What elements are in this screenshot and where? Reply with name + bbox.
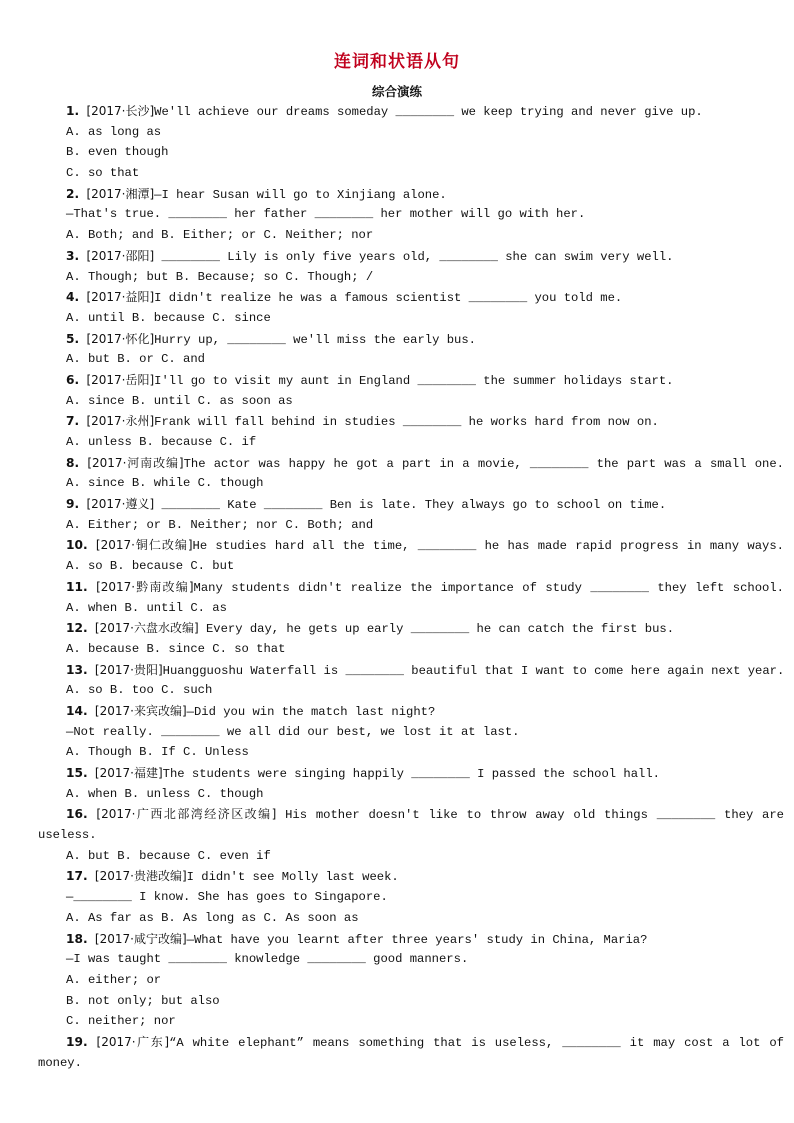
question-text: “A white elephant” means something that is useless, ________ it may cost a lot of <box>169 1035 784 1050</box>
option-text: A. but B. or C. and <box>66 352 205 367</box>
question-source: [2017·六盘水改编] <box>94 621 199 636</box>
question-number: 17. <box>66 869 88 884</box>
option-text: B. not only; but also <box>66 993 220 1008</box>
question-line <box>0 370 794 391</box>
question-number: 18. <box>66 931 88 946</box>
question-line <box>0 866 794 887</box>
option-line <box>0 949 794 970</box>
option-text: A. as long as <box>66 124 162 139</box>
question-text: I didn't realize he was a famous scientist ________ you told me. <box>154 291 623 306</box>
question-text: Many students didn't realize the importance of study ________ they left school. <box>193 580 784 595</box>
question-text: He studies hard all the time, ________ he has made rapid progress in many ways. <box>192 539 784 554</box>
option-text: C. so that <box>66 166 140 181</box>
question-number: 10. <box>66 538 88 553</box>
option-line <box>0 825 794 846</box>
question-number: 5. <box>66 331 80 346</box>
option-text: A. unless B. because C. if <box>66 435 257 449</box>
option-text: A. Both; and B. Either; or C. Neither; nor <box>66 228 374 243</box>
option-text: useless. <box>38 828 97 843</box>
question-source: [2017·福建] <box>94 766 163 780</box>
question-number: 2. <box>66 186 80 201</box>
question-text: —I hear Susan will go to Xinjiang alone. <box>154 187 447 202</box>
question-source: [2017·永州] <box>86 414 155 429</box>
option-text: A. so B. because C. but <box>66 559 235 574</box>
option-line <box>0 742 794 763</box>
question-source: [2017·黔南改编] <box>96 579 194 594</box>
question-text: —What have you learnt after three years' study in China, Maria? <box>186 932 648 947</box>
question-number: 12. <box>66 621 88 636</box>
question-line <box>0 329 794 350</box>
option-text: —I was taught ________ knowledge ________ good manners. <box>66 952 469 967</box>
question-source: [2017·广东] <box>96 1034 170 1049</box>
option-line <box>0 1053 794 1074</box>
question-source: [2017·怀化] <box>86 331 155 346</box>
question-line <box>0 929 794 950</box>
option-line <box>0 515 794 536</box>
option-line <box>0 122 794 143</box>
exercise-list <box>0 101 794 1073</box>
question-number: 13. <box>66 662 88 677</box>
question-source: [2017·贵港改编] <box>94 869 187 884</box>
question-line <box>0 184 794 205</box>
question-number: 1. <box>66 104 80 118</box>
question-number: 6. <box>66 372 80 387</box>
question-text: Frank will fall behind in studies ________ he works hard from now on. <box>154 415 659 430</box>
question-source: [2017·岳阳] <box>86 372 155 387</box>
question-line <box>0 804 784 825</box>
option-line <box>0 680 794 701</box>
question-source: [2017·邵阳] <box>86 248 155 263</box>
option-line <box>0 784 794 805</box>
option-line <box>0 970 794 991</box>
question-line <box>0 287 794 308</box>
question-source: [2017·来宾改编] <box>94 703 187 718</box>
question-source: [2017·广西北部湾经济区改编] <box>96 807 277 822</box>
option-line <box>0 887 794 908</box>
question-source: [2017·遵义] <box>86 497 155 512</box>
question-line <box>0 1032 784 1053</box>
option-line <box>0 473 794 494</box>
question-line <box>0 701 794 722</box>
option-line <box>0 556 794 577</box>
question-line <box>0 660 784 681</box>
question-source: [2017·益阳] <box>86 290 155 305</box>
question-text: His mother doesn't like to throw away old things ________ they are <box>276 808 784 823</box>
option-text: A. when B. until C. as <box>66 600 227 615</box>
option-text: A. so B. too C. such <box>66 683 213 698</box>
question-number: 7. <box>66 414 80 429</box>
option-line <box>0 308 794 329</box>
option-text: C. neither; nor <box>66 1014 176 1029</box>
question-text: Hurry up, ________ we'll miss the early bus. <box>154 332 476 347</box>
question-text: Huangguoshu Waterfall is ________ beautiful that I want to come here again next year. <box>162 663 785 678</box>
question-number: 16. <box>66 807 88 822</box>
question-text: ________ Kate ________ Ben is late. They always go to school on time. <box>154 498 667 513</box>
option-line <box>0 267 794 288</box>
option-line <box>0 163 794 184</box>
question-text: We'll achieve our dreams someday ________ we keep trying and never give up. <box>154 105 703 119</box>
option-text: A. Either; or B. Neither; nor C. Both; and <box>66 517 374 532</box>
option-line <box>0 204 794 225</box>
question-line <box>0 101 794 122</box>
question-number: 19. <box>66 1034 88 1049</box>
option-text: B. even though <box>66 145 169 160</box>
option-line <box>0 1011 794 1032</box>
question-text: The actor was happy he got a part in a movie, ________ the part was a small one. <box>183 456 784 471</box>
option-text: A. when B. unless C. though <box>66 786 264 801</box>
question-line <box>0 577 784 598</box>
question-text: Every day, he gets up early ________ he can catch the first bus. <box>198 622 675 637</box>
question-line <box>0 246 794 267</box>
option-line <box>0 991 794 1012</box>
question-line <box>0 411 794 432</box>
question-line <box>0 618 794 639</box>
option-text: A. but B. because C. even if <box>66 848 271 863</box>
option-line <box>0 598 794 619</box>
option-text: —That's true. ________ her father ________ her mother will go with her. <box>66 207 586 222</box>
option-line <box>0 142 794 163</box>
question-text: —Did you win the match last night? <box>186 704 436 719</box>
option-text: A. until B. because C. since <box>66 310 271 325</box>
option-text: A. either; or <box>66 972 162 987</box>
question-number: 14. <box>66 703 88 718</box>
question-line <box>0 535 784 556</box>
option-line <box>0 639 794 660</box>
option-text: A. Though B. If C. Unless <box>66 745 249 760</box>
option-text: A. Though; but B. Because; so C. Though; / <box>66 269 374 284</box>
question-number: 8. <box>66 455 80 470</box>
option-line <box>0 225 794 246</box>
question-source: [2017·长沙] <box>86 104 155 118</box>
question-text: I didn't see Molly last week. <box>186 870 399 885</box>
question-text: The students were singing happily ________ I passed the school hall. <box>162 767 660 781</box>
question-number: 4. <box>66 290 80 305</box>
option-line <box>0 349 794 370</box>
option-text: A. since B. while C. though <box>66 476 264 491</box>
question-source: [2017·贵阳] <box>94 662 163 677</box>
section-subtitle: 综合演练 <box>371 84 422 99</box>
question-text: ________ Lily is only five years old, ________ she can swim very well. <box>154 249 674 264</box>
option-text: A. because B. since C. so that <box>66 641 286 656</box>
page-title: 连词和状语从句 <box>334 52 460 72</box>
question-source: [2017·河南改编] <box>87 455 184 470</box>
option-line <box>0 432 794 453</box>
option-line <box>0 846 794 867</box>
question-line <box>0 763 794 784</box>
option-text: A. As far as B. As long as C. As soon as <box>66 910 359 925</box>
option-text: —Not really. ________ we all did our best, we lost it at last. <box>66 724 520 739</box>
question-source: [2017·湘潭] <box>86 186 155 201</box>
option-line <box>0 908 794 929</box>
option-line <box>0 722 794 743</box>
option-text: money. <box>38 1055 82 1070</box>
question-number: 3. <box>66 248 80 263</box>
question-line <box>0 494 794 515</box>
option-text: —________ I know. She has goes to Singapore. <box>66 890 388 905</box>
question-number: 9. <box>66 497 80 512</box>
option-text: A. since B. until C. as soon as <box>66 393 293 408</box>
question-source: [2017·咸宁改编] <box>94 931 187 946</box>
question-number: 15. <box>66 766 88 780</box>
question-source: [2017·铜仁改编] <box>95 538 193 553</box>
question-text: I'll go to visit my aunt in England ________ the summer holidays start. <box>154 373 674 388</box>
question-number: 11. <box>66 579 88 594</box>
option-line <box>0 391 794 412</box>
question-line <box>0 453 784 474</box>
